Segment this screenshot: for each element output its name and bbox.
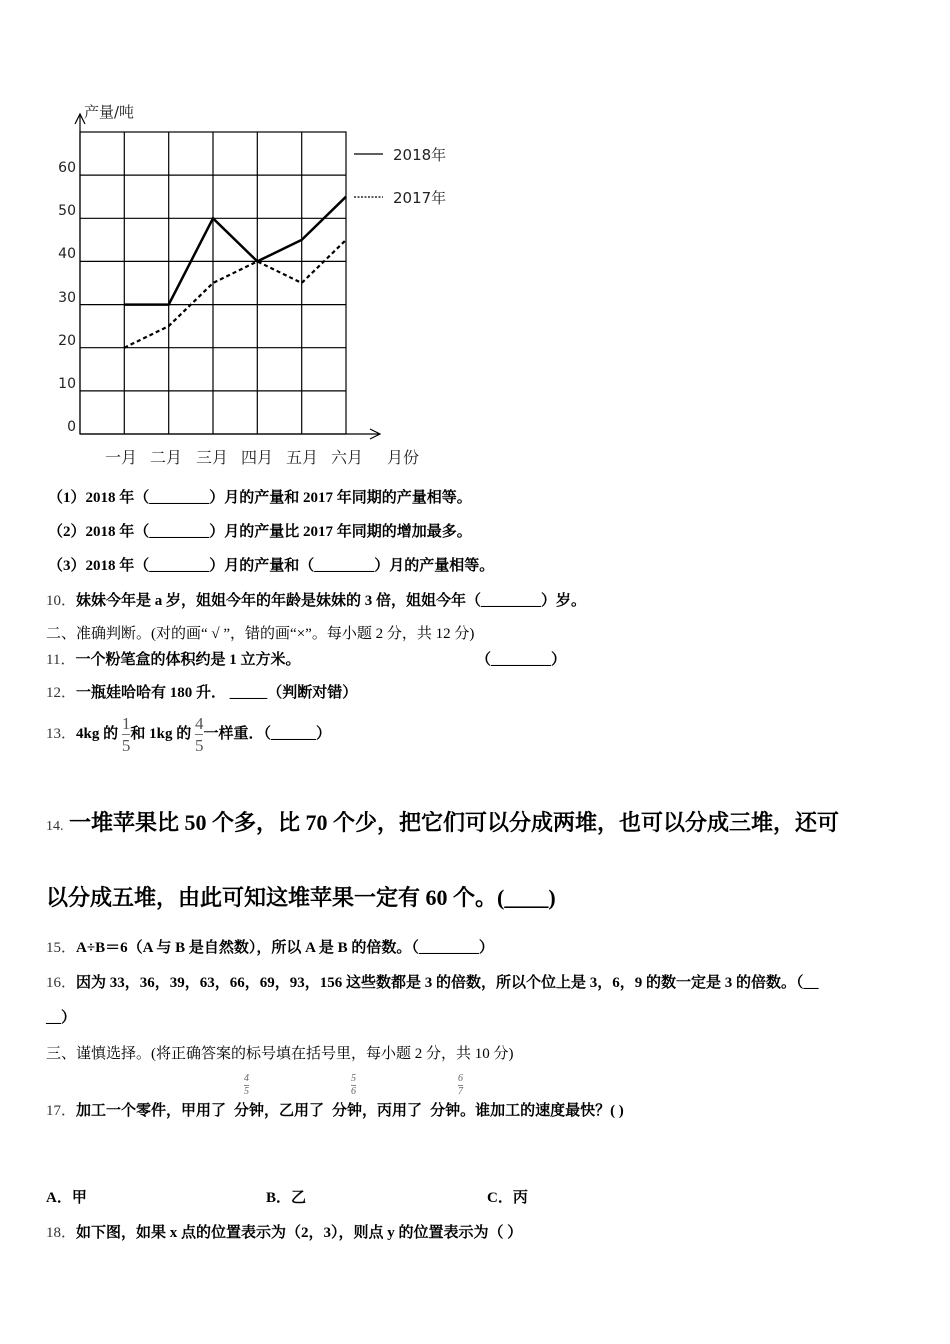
option-c[interactable]: C．丙 (487, 1190, 528, 1206)
question-text: 一堆苹果比 50 个多，比 70 个少，把它们可以分成两堆，也可以分成三堆，还可 (69, 810, 840, 835)
svg-text:2018年: 2018年 (393, 146, 447, 164)
svg-text:四月: 四月 (240, 448, 274, 467)
x-tick-labels (105, 448, 419, 467)
svg-text:月份: 月份 (386, 448, 420, 467)
y-tick-labels (58, 160, 76, 435)
svg-text:50: 50 (58, 203, 76, 219)
question-number: 10． (46, 593, 77, 609)
series-2017-line (124, 240, 346, 348)
fraction-four-fifths: $\frac{4}{5}$ (194, 714, 204, 755)
question-13 (46, 715, 331, 754)
svg-text:10: 10 (58, 376, 76, 392)
svg-text:60: 60 (58, 160, 76, 176)
fraction-4-5: 4 5 (244, 1073, 249, 1097)
svg-text:五月: 五月 (285, 448, 319, 467)
question-number: 15． (46, 940, 77, 956)
question-text: 如下图，如果 x 点的位置表示为（2，3），则点 y 的位置表示为（ ） (76, 1225, 523, 1241)
svg-text:二月: 二月 (149, 448, 183, 467)
y-axis-label: 产量/吨 (84, 103, 135, 121)
question-number: 18． (46, 1225, 77, 1241)
question-text: 4kg 的 (76, 725, 119, 742)
question-16-line-2: __） (46, 1010, 77, 1026)
question-number: 17． (46, 1103, 77, 1119)
question-text: 分钟，乙用了 (234, 1103, 325, 1119)
fraction-5-6: 5 6 (351, 1073, 356, 1097)
series-2018-line (124, 197, 346, 305)
question-18 (46, 1221, 522, 1242)
question-text: 妹妹今年是 a 岁，姐姐今年的年龄是妹妹的 3 倍，姐姐今年（________）岁。 (76, 593, 587, 609)
svg-text:六月: 六月 (330, 448, 364, 467)
question-number: 16． (46, 975, 77, 991)
question-text: 分钟，丙用了 (332, 1103, 423, 1119)
question-number: 12． (46, 685, 77, 701)
question-9-1: （1）2018 年（________）月的产量和 2017 年同期的产量相等。 (48, 490, 472, 506)
svg-text:30: 30 (58, 290, 76, 306)
question-text: 加工一个零件，甲用了 (76, 1103, 227, 1119)
question-text: 一样重．（______） (203, 725, 331, 742)
line-chart (40, 90, 480, 480)
question-text: 一个粉笔盒的体积约是 1 立方米。 (75, 652, 301, 668)
svg-text:40: 40 (58, 246, 76, 262)
question-14-line-2: 以分成五堆，由此可知这堆苹果一定有 60 个。(____) (46, 885, 556, 910)
question-text: 因为 33，36，39，63，66，69，93，156 这些数都是 3 的倍数，所以个位上是 3，6，9 的数一定是 3 的倍数。（__ (76, 975, 819, 991)
svg-text:0: 0 (67, 419, 76, 435)
question-11-blank: （________） (476, 652, 567, 668)
svg-text:2017年: 2017年 (393, 189, 447, 207)
question-12 (46, 681, 357, 702)
question-text: 一瓶娃哈哈有 180 升． _____（判断对错） (76, 685, 358, 701)
question-14-line-1 (46, 806, 839, 837)
svg-text:20: 20 (58, 333, 76, 349)
question-9-3: （3）2018 年（________）月的产量和（________）月的产量相等。 (48, 558, 495, 574)
svg-text:一月: 一月 (104, 448, 138, 467)
section-2-heading: 二、准确判断。(对的画“ √ ”，错的画“×”。每小题 2 分，共 12 分) (46, 626, 475, 642)
question-text: A÷B＝6（A 与 B 是自然数），所以 A 是 B 的倍数。（________） (76, 940, 494, 956)
chart-grid (80, 132, 346, 434)
question-10 (46, 589, 586, 610)
fraction-one-fifth: $\frac{1}{5}$ (121, 714, 131, 755)
question-number: 13． (46, 725, 77, 742)
svg-text:三月: 三月 (195, 448, 229, 467)
option-b[interactable]: B．乙 (266, 1190, 307, 1206)
question-17 (46, 1099, 624, 1120)
legend (354, 146, 446, 207)
question-number: 14. (46, 819, 64, 834)
question-9-2: （2）2018 年（________）月的产量比 2017 年同期的增加最多。 (48, 524, 472, 540)
option-a[interactable]: A．甲 (46, 1190, 87, 1206)
question-16-line-1 (46, 971, 819, 992)
question-text: 和 1kg 的 (130, 725, 192, 742)
question-number: 11． (46, 652, 76, 668)
fraction-6-7: 6 7 (458, 1073, 463, 1097)
question-15 (46, 936, 494, 957)
section-3-heading: 三、谨慎选择。(将正确答案的标号填在括号里，每小题 2 分，共 10 分) (46, 1046, 514, 1062)
question-11 (46, 648, 300, 669)
question-text: 分钟。谁加工的速度最快？( ) (430, 1103, 624, 1119)
